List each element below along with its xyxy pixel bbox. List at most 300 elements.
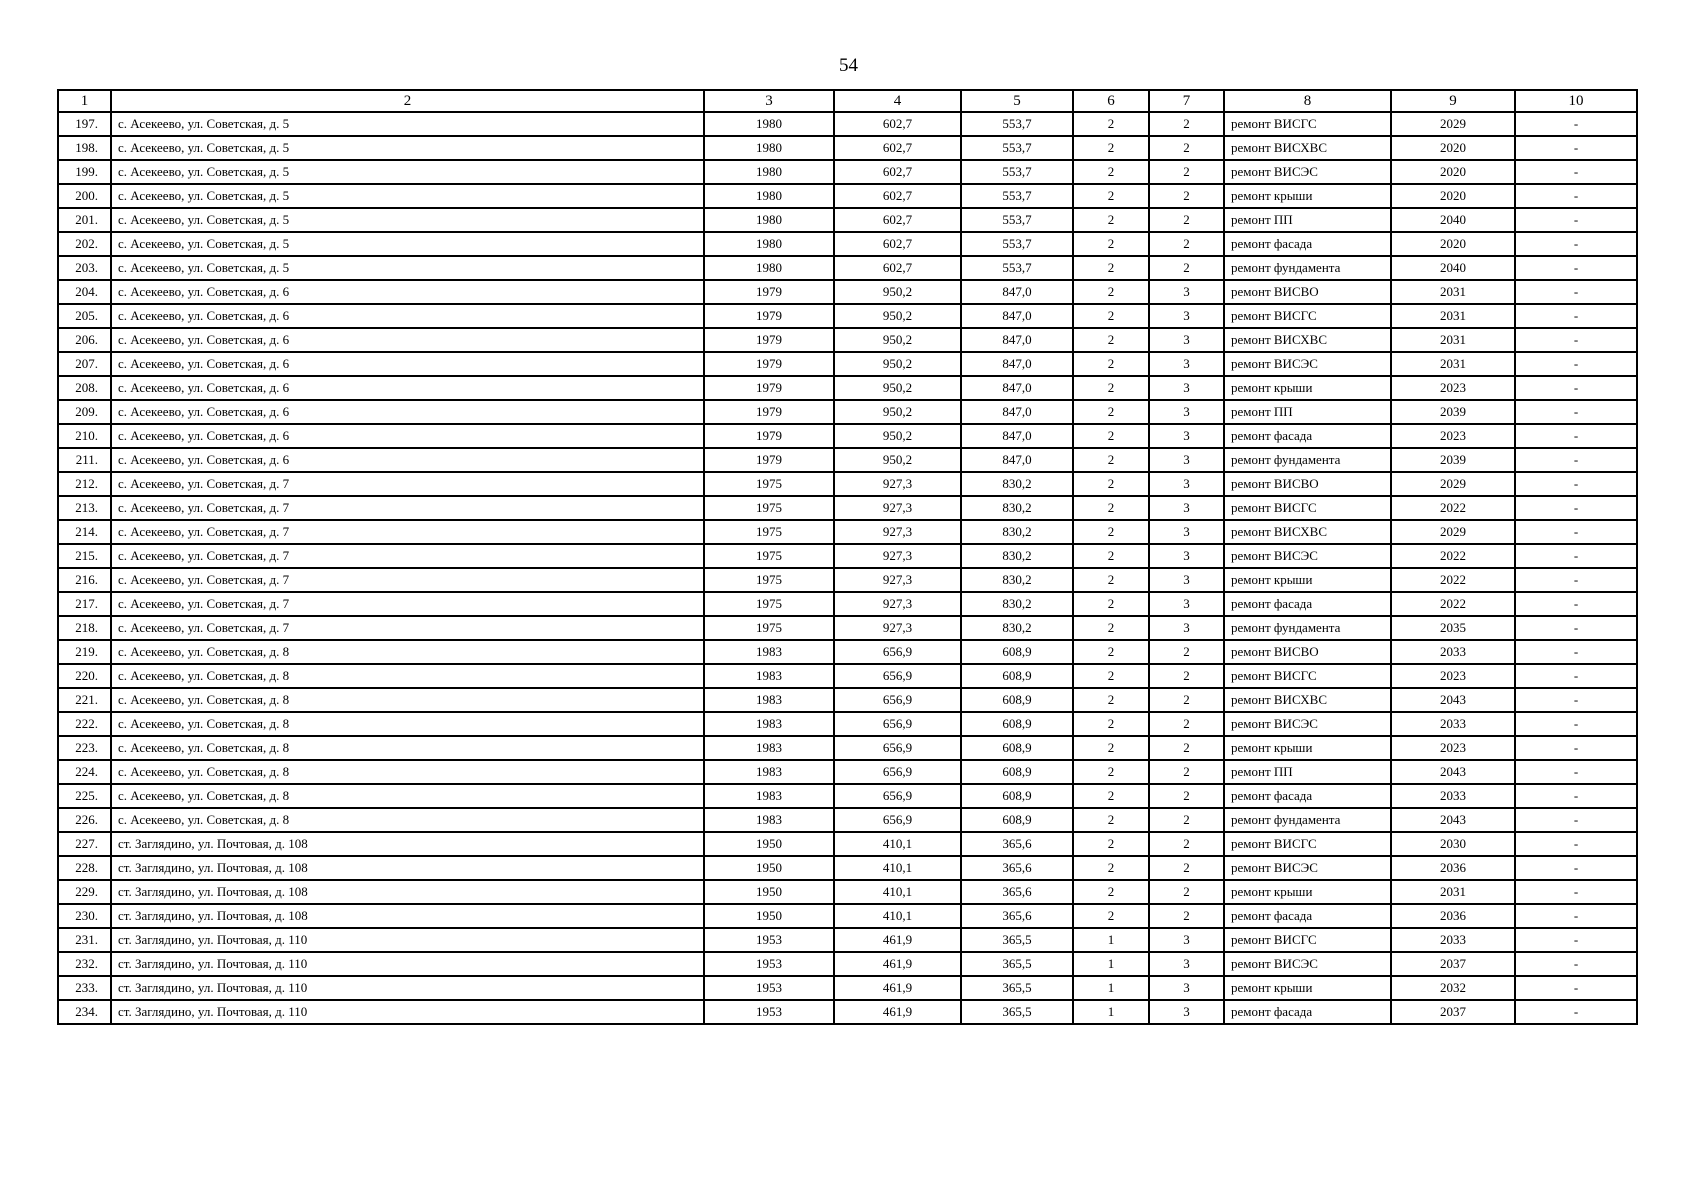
cell-planned-year: 2022: [1391, 592, 1515, 616]
cell-planned-year: 2040: [1391, 208, 1515, 232]
cell-work-type: ремонт крыши: [1224, 184, 1391, 208]
cell-floors: 2: [1073, 136, 1149, 160]
cell-row-number: 209.: [58, 400, 111, 424]
cell-address: с. Асекеево, ул. Советская, д. 7: [111, 592, 704, 616]
cell-work-type: ремонт крыши: [1224, 568, 1391, 592]
cell-row-number: 205.: [58, 304, 111, 328]
cell-entrances: 2: [1149, 208, 1224, 232]
cell-living-area: 365,5: [961, 976, 1073, 1000]
cell-living-area: 830,2: [961, 544, 1073, 568]
cell-work-type: ремонт ВИСЭС: [1224, 544, 1391, 568]
cell-entrances: 3: [1149, 616, 1224, 640]
cell-year-built: 1983: [704, 712, 834, 736]
cell-planned-year: 2031: [1391, 880, 1515, 904]
cell-total-area: 461,9: [834, 1000, 961, 1024]
column-header-7: 7: [1149, 90, 1224, 112]
table-row: [58, 736, 1637, 760]
table-row: [58, 352, 1637, 376]
cell-entrances: 3: [1149, 472, 1224, 496]
cell-planned-year: 2020: [1391, 136, 1515, 160]
cell-work-type: ремонт фундамента: [1224, 256, 1391, 280]
cell-living-area: 553,7: [961, 136, 1073, 160]
table-row: [58, 232, 1637, 256]
cell-work-type: ремонт ВИСЭС: [1224, 352, 1391, 376]
cell-row-number: 233.: [58, 976, 111, 1000]
cell-total-area: 927,3: [834, 568, 961, 592]
cell-planned-year: 2020: [1391, 232, 1515, 256]
cell-row-number: 223.: [58, 736, 111, 760]
cell-total-area: 410,1: [834, 880, 961, 904]
table-body: [58, 112, 1637, 1024]
cell-work-type: ремонт фасада: [1224, 424, 1391, 448]
cell-address: с. Асекеево, ул. Советская, д. 7: [111, 496, 704, 520]
cell-total-area: 656,9: [834, 640, 961, 664]
cell-total-area: 950,2: [834, 304, 961, 328]
cell-total-area: 950,2: [834, 328, 961, 352]
cell-living-area: 608,9: [961, 712, 1073, 736]
cell-total-area: 602,7: [834, 136, 961, 160]
cell-address: с. Асекеево, ул. Советская, д. 5: [111, 208, 704, 232]
cell-note: -: [1515, 136, 1637, 160]
column-header-4: 4: [834, 90, 961, 112]
cell-total-area: 602,7: [834, 160, 961, 184]
cell-living-area: 847,0: [961, 424, 1073, 448]
cell-row-number: 226.: [58, 808, 111, 832]
cell-entrances: 2: [1149, 664, 1224, 688]
cell-entrances: 3: [1149, 328, 1224, 352]
cell-work-type: ремонт ВИСЭС: [1224, 952, 1391, 976]
cell-year-built: 1983: [704, 760, 834, 784]
cell-living-area: 847,0: [961, 352, 1073, 376]
cell-work-type: ремонт фундамента: [1224, 448, 1391, 472]
cell-living-area: 608,9: [961, 640, 1073, 664]
cell-row-number: 198.: [58, 136, 111, 160]
cell-living-area: 608,9: [961, 760, 1073, 784]
cell-planned-year: 2031: [1391, 328, 1515, 352]
table-row: [58, 880, 1637, 904]
cell-living-area: 847,0: [961, 328, 1073, 352]
table-row: [58, 856, 1637, 880]
cell-address: с. Асекеево, ул. Советская, д. 6: [111, 304, 704, 328]
cell-total-area: 602,7: [834, 112, 961, 136]
cell-year-built: 1980: [704, 184, 834, 208]
cell-floors: 2: [1073, 616, 1149, 640]
cell-entrances: 2: [1149, 784, 1224, 808]
cell-floors: 2: [1073, 496, 1149, 520]
cell-total-area: 656,9: [834, 808, 961, 832]
cell-planned-year: 2043: [1391, 688, 1515, 712]
cell-note: -: [1515, 952, 1637, 976]
cell-work-type: ремонт крыши: [1224, 976, 1391, 1000]
cell-entrances: 3: [1149, 1000, 1224, 1024]
cell-entrances: 3: [1149, 400, 1224, 424]
table-row: [58, 616, 1637, 640]
cell-address: ст. Заглядино, ул. Почтовая, д. 108: [111, 904, 704, 928]
column-header-5: 5: [961, 90, 1073, 112]
cell-living-area: 830,2: [961, 496, 1073, 520]
cell-note: -: [1515, 640, 1637, 664]
cell-note: -: [1515, 904, 1637, 928]
cell-entrances: 2: [1149, 760, 1224, 784]
cell-floors: 2: [1073, 544, 1149, 568]
cell-floors: 2: [1073, 688, 1149, 712]
cell-work-type: ремонт ВИСГС: [1224, 304, 1391, 328]
cell-address: с. Асекеево, ул. Советская, д. 5: [111, 184, 704, 208]
cell-floors: 2: [1073, 880, 1149, 904]
cell-living-area: 830,2: [961, 616, 1073, 640]
cell-year-built: 1975: [704, 520, 834, 544]
table-row: [58, 472, 1637, 496]
cell-entrances: 3: [1149, 568, 1224, 592]
cell-year-built: 1979: [704, 424, 834, 448]
cell-note: -: [1515, 400, 1637, 424]
table-row: [58, 904, 1637, 928]
cell-entrances: 3: [1149, 976, 1224, 1000]
cell-address: с. Асекеево, ул. Советская, д. 5: [111, 160, 704, 184]
cell-note: -: [1515, 304, 1637, 328]
cell-entrances: 3: [1149, 520, 1224, 544]
cell-floors: 2: [1073, 592, 1149, 616]
cell-total-area: 927,3: [834, 592, 961, 616]
cell-year-built: 1979: [704, 328, 834, 352]
repair-schedule-table: [57, 89, 1638, 1025]
cell-entrances: 3: [1149, 424, 1224, 448]
cell-row-number: 212.: [58, 472, 111, 496]
cell-row-number: 221.: [58, 688, 111, 712]
cell-address: ст. Заглядино, ул. Почтовая, д. 110: [111, 928, 704, 952]
cell-row-number: 230.: [58, 904, 111, 928]
cell-year-built: 1983: [704, 640, 834, 664]
cell-entrances: 2: [1149, 688, 1224, 712]
cell-floors: 2: [1073, 784, 1149, 808]
table-header: [58, 90, 1637, 112]
cell-note: -: [1515, 928, 1637, 952]
cell-entrances: 2: [1149, 712, 1224, 736]
cell-year-built: 1983: [704, 688, 834, 712]
cell-row-number: 222.: [58, 712, 111, 736]
column-header-8: 8: [1224, 90, 1391, 112]
cell-note: -: [1515, 256, 1637, 280]
cell-living-area: 847,0: [961, 280, 1073, 304]
cell-row-number: 219.: [58, 640, 111, 664]
cell-floors: 2: [1073, 280, 1149, 304]
cell-year-built: 1979: [704, 376, 834, 400]
cell-row-number: 200.: [58, 184, 111, 208]
cell-work-type: ремонт ВИСГС: [1224, 832, 1391, 856]
cell-address: с. Асекеево, ул. Советская, д. 5: [111, 232, 704, 256]
cell-entrances: 3: [1149, 448, 1224, 472]
cell-note: -: [1515, 880, 1637, 904]
cell-year-built: 1979: [704, 400, 834, 424]
cell-work-type: ремонт ВИСХВС: [1224, 688, 1391, 712]
cell-planned-year: 2033: [1391, 712, 1515, 736]
cell-entrances: 3: [1149, 496, 1224, 520]
cell-total-area: 602,7: [834, 256, 961, 280]
cell-total-area: 950,2: [834, 352, 961, 376]
cell-work-type: ремонт ВИСВО: [1224, 472, 1391, 496]
cell-planned-year: 2029: [1391, 112, 1515, 136]
cell-work-type: ремонт ВИСХВС: [1224, 136, 1391, 160]
cell-address: с. Асекеево, ул. Советская, д. 7: [111, 520, 704, 544]
cell-floors: 2: [1073, 424, 1149, 448]
cell-planned-year: 2020: [1391, 160, 1515, 184]
cell-living-area: 847,0: [961, 376, 1073, 400]
cell-year-built: 1975: [704, 616, 834, 640]
cell-note: -: [1515, 520, 1637, 544]
cell-total-area: 927,3: [834, 544, 961, 568]
cell-entrances: 2: [1149, 808, 1224, 832]
cell-year-built: 1953: [704, 1000, 834, 1024]
table-row: [58, 712, 1637, 736]
cell-planned-year: 2036: [1391, 856, 1515, 880]
cell-floors: 2: [1073, 376, 1149, 400]
cell-living-area: 847,0: [961, 304, 1073, 328]
cell-work-type: ремонт фундамента: [1224, 616, 1391, 640]
table-row: [58, 688, 1637, 712]
cell-year-built: 1975: [704, 472, 834, 496]
cell-note: -: [1515, 664, 1637, 688]
cell-note: -: [1515, 568, 1637, 592]
column-header-3: 3: [704, 90, 834, 112]
cell-address: ст. Заглядино, ул. Почтовая, д. 110: [111, 1000, 704, 1024]
cell-row-number: 227.: [58, 832, 111, 856]
cell-total-area: 410,1: [834, 832, 961, 856]
cell-floors: 2: [1073, 328, 1149, 352]
cell-row-number: 197.: [58, 112, 111, 136]
cell-year-built: 1950: [704, 832, 834, 856]
cell-note: -: [1515, 808, 1637, 832]
cell-floors: 2: [1073, 112, 1149, 136]
cell-living-area: 830,2: [961, 472, 1073, 496]
cell-total-area: 410,1: [834, 904, 961, 928]
cell-row-number: 207.: [58, 352, 111, 376]
cell-entrances: 2: [1149, 880, 1224, 904]
cell-year-built: 1983: [704, 664, 834, 688]
cell-year-built: 1980: [704, 256, 834, 280]
column-header-1: 1: [58, 90, 111, 112]
cell-entrances: 2: [1149, 736, 1224, 760]
cell-planned-year: 2022: [1391, 568, 1515, 592]
table-row: [58, 280, 1637, 304]
cell-total-area: 461,9: [834, 952, 961, 976]
cell-row-number: 203.: [58, 256, 111, 280]
cell-living-area: 847,0: [961, 448, 1073, 472]
cell-total-area: 950,2: [834, 376, 961, 400]
cell-entrances: 2: [1149, 640, 1224, 664]
cell-note: -: [1515, 832, 1637, 856]
cell-address: с. Асекеево, ул. Советская, д. 7: [111, 568, 704, 592]
cell-work-type: ремонт ВИСХВС: [1224, 328, 1391, 352]
cell-entrances: 3: [1149, 352, 1224, 376]
cell-living-area: 365,6: [961, 904, 1073, 928]
cell-row-number: 229.: [58, 880, 111, 904]
cell-work-type: ремонт фасада: [1224, 1000, 1391, 1024]
cell-total-area: 950,2: [834, 400, 961, 424]
cell-row-number: 231.: [58, 928, 111, 952]
column-header-2: 2: [111, 90, 704, 112]
cell-total-area: 950,2: [834, 280, 961, 304]
cell-row-number: 208.: [58, 376, 111, 400]
table-row: [58, 640, 1637, 664]
cell-floors: 2: [1073, 352, 1149, 376]
cell-row-number: 232.: [58, 952, 111, 976]
cell-living-area: 553,7: [961, 112, 1073, 136]
cell-planned-year: 2033: [1391, 928, 1515, 952]
cell-work-type: ремонт фасада: [1224, 904, 1391, 928]
cell-floors: 2: [1073, 664, 1149, 688]
column-header-10: 10: [1515, 90, 1637, 112]
cell-year-built: 1980: [704, 112, 834, 136]
cell-address: с. Асекеево, ул. Советская, д. 8: [111, 808, 704, 832]
cell-floors: 2: [1073, 856, 1149, 880]
cell-floors: 2: [1073, 232, 1149, 256]
cell-planned-year: 2043: [1391, 808, 1515, 832]
cell-note: -: [1515, 688, 1637, 712]
cell-planned-year: 2043: [1391, 760, 1515, 784]
cell-note: -: [1515, 280, 1637, 304]
cell-work-type: ремонт крыши: [1224, 736, 1391, 760]
cell-row-number: 201.: [58, 208, 111, 232]
cell-year-built: 1983: [704, 784, 834, 808]
cell-planned-year: 2023: [1391, 664, 1515, 688]
cell-work-type: ремонт ПП: [1224, 760, 1391, 784]
cell-address: с. Асекеево, ул. Советская, д. 8: [111, 760, 704, 784]
cell-row-number: 199.: [58, 160, 111, 184]
cell-address: с. Асекеево, ул. Советская, д. 6: [111, 376, 704, 400]
table-row: [58, 496, 1637, 520]
table-row: [58, 544, 1637, 568]
cell-note: -: [1515, 112, 1637, 136]
cell-note: -: [1515, 208, 1637, 232]
cell-note: -: [1515, 160, 1637, 184]
cell-planned-year: 2023: [1391, 424, 1515, 448]
cell-planned-year: 2023: [1391, 376, 1515, 400]
cell-work-type: ремонт ВИСЭС: [1224, 160, 1391, 184]
cell-entrances: 3: [1149, 376, 1224, 400]
cell-address: с. Асекеево, ул. Советская, д. 7: [111, 616, 704, 640]
cell-living-area: 608,9: [961, 808, 1073, 832]
cell-living-area: 608,9: [961, 664, 1073, 688]
cell-note: -: [1515, 184, 1637, 208]
cell-total-area: 461,9: [834, 976, 961, 1000]
cell-planned-year: 2029: [1391, 472, 1515, 496]
cell-row-number: 211.: [58, 448, 111, 472]
cell-year-built: 1979: [704, 304, 834, 328]
cell-address: с. Асекеево, ул. Советская, д. 8: [111, 664, 704, 688]
cell-floors: 1: [1073, 952, 1149, 976]
cell-note: -: [1515, 976, 1637, 1000]
cell-total-area: 602,7: [834, 184, 961, 208]
table-row: [58, 808, 1637, 832]
cell-entrances: 3: [1149, 544, 1224, 568]
cell-entrances: 2: [1149, 904, 1224, 928]
cell-note: -: [1515, 448, 1637, 472]
cell-address: ст. Заглядино, ул. Почтовая, д. 110: [111, 952, 704, 976]
cell-floors: 2: [1073, 736, 1149, 760]
table-row: [58, 448, 1637, 472]
cell-work-type: ремонт фасада: [1224, 784, 1391, 808]
cell-year-built: 1979: [704, 280, 834, 304]
cell-address: с. Асекеево, ул. Советская, д. 8: [111, 688, 704, 712]
cell-floors: 2: [1073, 160, 1149, 184]
cell-row-number: 224.: [58, 760, 111, 784]
table-row: [58, 520, 1637, 544]
cell-work-type: ремонт ПП: [1224, 208, 1391, 232]
cell-year-built: 1983: [704, 808, 834, 832]
cell-planned-year: 2022: [1391, 496, 1515, 520]
table-row: [58, 424, 1637, 448]
table-row: [58, 976, 1637, 1000]
cell-address: с. Асекеево, ул. Советская, д. 6: [111, 280, 704, 304]
cell-address: с. Асекеево, ул. Советская, д. 8: [111, 736, 704, 760]
cell-living-area: 608,9: [961, 784, 1073, 808]
cell-entrances: 2: [1149, 136, 1224, 160]
table-row: [58, 136, 1637, 160]
cell-total-area: 950,2: [834, 424, 961, 448]
cell-work-type: ремонт ВИСВО: [1224, 280, 1391, 304]
cell-address: ст. Заглядино, ул. Почтовая, д. 110: [111, 976, 704, 1000]
cell-total-area: 656,9: [834, 736, 961, 760]
cell-row-number: 234.: [58, 1000, 111, 1024]
cell-work-type: ремонт ВИСГС: [1224, 928, 1391, 952]
cell-address: с. Асекеево, ул. Советская, д. 5: [111, 136, 704, 160]
cell-floors: 2: [1073, 640, 1149, 664]
cell-floors: 2: [1073, 472, 1149, 496]
cell-living-area: 830,2: [961, 592, 1073, 616]
cell-entrances: 3: [1149, 592, 1224, 616]
cell-floors: 2: [1073, 184, 1149, 208]
cell-total-area: 927,3: [834, 616, 961, 640]
cell-planned-year: 2031: [1391, 352, 1515, 376]
cell-row-number: 206.: [58, 328, 111, 352]
cell-entrances: 2: [1149, 160, 1224, 184]
cell-living-area: 553,7: [961, 232, 1073, 256]
cell-note: -: [1515, 376, 1637, 400]
cell-planned-year: 2032: [1391, 976, 1515, 1000]
cell-floors: 1: [1073, 976, 1149, 1000]
cell-living-area: 365,5: [961, 952, 1073, 976]
cell-row-number: 217.: [58, 592, 111, 616]
cell-address: ст. Заглядино, ул. Почтовая, д. 108: [111, 856, 704, 880]
header-row: [58, 90, 1637, 112]
cell-entrances: 2: [1149, 856, 1224, 880]
cell-note: -: [1515, 856, 1637, 880]
cell-note: -: [1515, 496, 1637, 520]
cell-year-built: 1953: [704, 928, 834, 952]
table-row: [58, 160, 1637, 184]
cell-note: -: [1515, 352, 1637, 376]
cell-living-area: 365,6: [961, 880, 1073, 904]
column-header-6: 6: [1073, 90, 1149, 112]
cell-work-type: ремонт фасада: [1224, 232, 1391, 256]
cell-living-area: 830,2: [961, 568, 1073, 592]
cell-work-type: ремонт ВИСГС: [1224, 112, 1391, 136]
cell-total-area: 927,3: [834, 472, 961, 496]
cell-floors: 1: [1073, 928, 1149, 952]
cell-planned-year: 2020: [1391, 184, 1515, 208]
table-row: [58, 400, 1637, 424]
column-header-9: 9: [1391, 90, 1515, 112]
cell-year-built: 1979: [704, 352, 834, 376]
cell-work-type: ремонт ВИСЭС: [1224, 712, 1391, 736]
cell-address: ст. Заглядино, ул. Почтовая, д. 108: [111, 832, 704, 856]
cell-row-number: 210.: [58, 424, 111, 448]
cell-planned-year: 2037: [1391, 1000, 1515, 1024]
cell-entrances: 3: [1149, 280, 1224, 304]
cell-year-built: 1950: [704, 880, 834, 904]
cell-note: -: [1515, 736, 1637, 760]
cell-row-number: 225.: [58, 784, 111, 808]
